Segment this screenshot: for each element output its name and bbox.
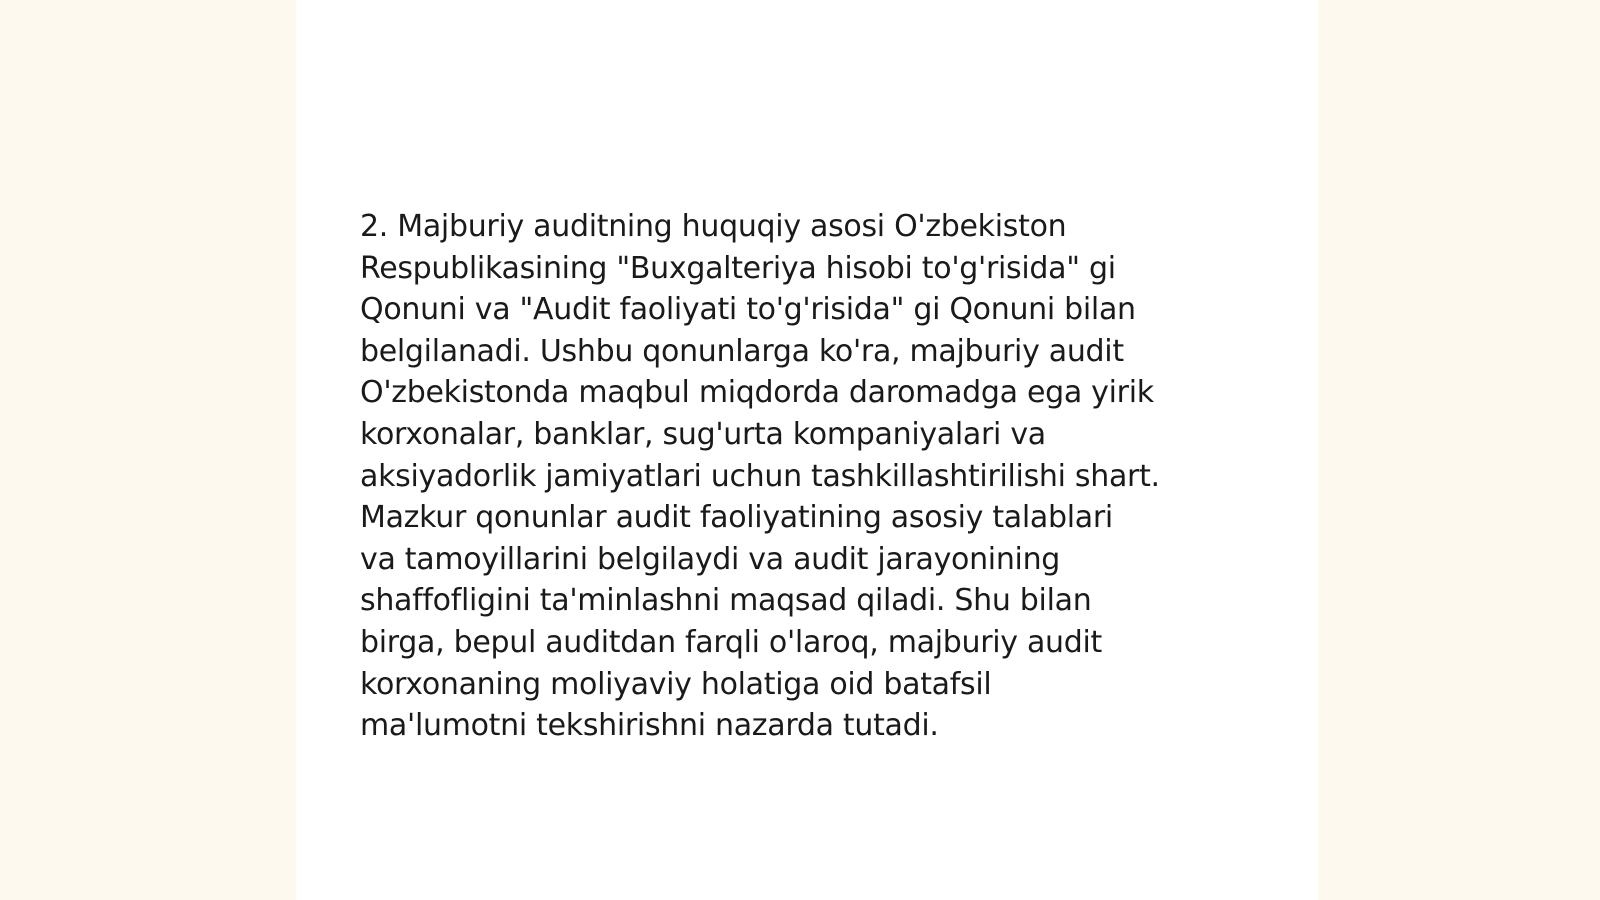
paragraph-line: Respublikasining "Buxgalteriya hisobi to'g'risida" gi [360, 250, 1116, 286]
paragraph-line: korxonaning moliyaviy holatiga oid batafsil [360, 666, 992, 702]
paragraph-line: aksiyadorlik jamiyatlari uchun tashkillashtirilishi shart. [360, 458, 1160, 494]
paragraph-line: belgilanadi. Ushbu qonunlarga ko'ra, majburiy audit [360, 333, 1124, 369]
paragraph-line: Mazkur qonunlar audit faoliyatining asosiy talablari [360, 500, 1113, 536]
body-paragraph [360, 206, 1260, 747]
paragraph-line: birga, bepul auditdan farqli o'laroq, majburiy audit [360, 624, 1102, 660]
paragraph-line: O'zbekistonda maqbul miqdorda daromadga ega yirik [360, 375, 1154, 411]
paragraph-line: 2. Majburiy auditning huquqiy asosi O'zbekiston [360, 209, 1067, 244]
paragraph-line: va tamoyillarini belgilaydi va audit jarayonining [360, 541, 1061, 577]
slide-content-area [296, 0, 1318, 900]
paragraph-line: shaffofligini ta'minlashni maqsad qiladi. Shu bilan [360, 583, 1092, 619]
paragraph-line: korxonalar, banklar, sug'urta kompaniyalari va [360, 416, 1046, 452]
paragraph-line: Qonuni va "Audit faoliyati to'g'risida" gi Qonuni bilan [360, 292, 1136, 328]
paragraph-line: ma'lumotni tekshirishni nazarda tutadi. [360, 708, 939, 744]
